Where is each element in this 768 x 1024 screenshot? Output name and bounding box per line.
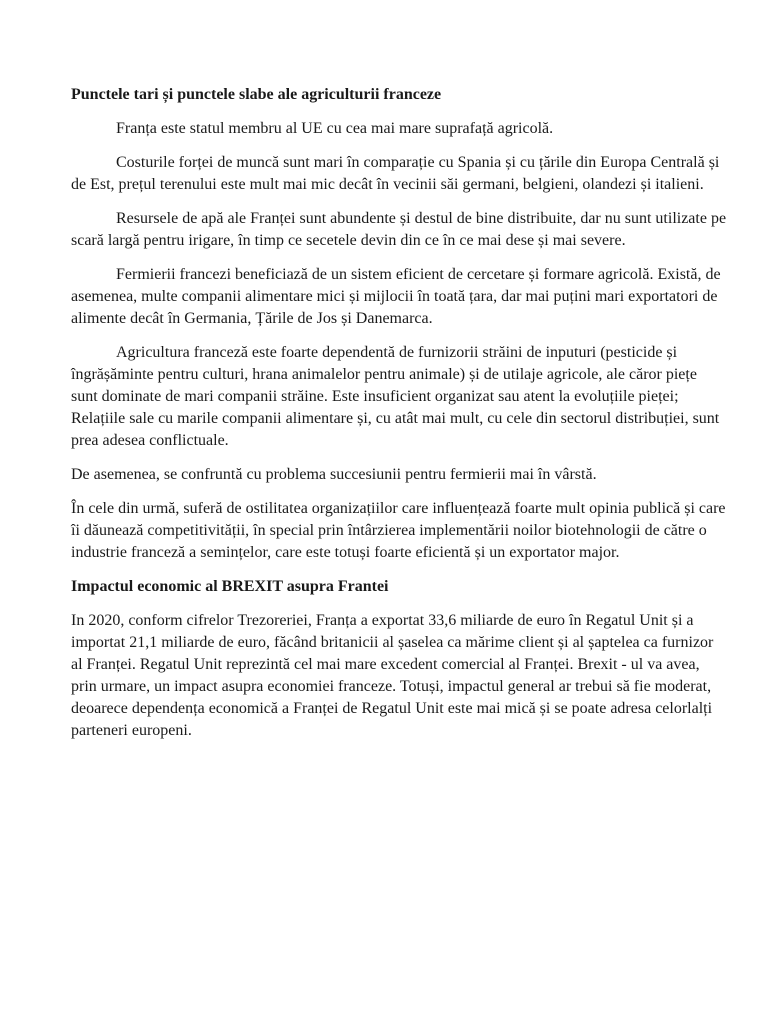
paragraph-succession: De asemenea, se confruntă cu problema succesiunii pentru fermierii mai în vârstă. xyxy=(71,466,597,483)
paragraph-eu-surface: Franța este statul membru al UE cu cea mai mare suprafață agricolă. xyxy=(116,120,554,137)
paragraph-hostility: În cele din urmă, suferă de ostilitatea organizațiilor care influențează foarte mult opinia publică și care îi dăunează competitivității, în special prin întârzierea implementării noilor biotehnologii de către o industrie franceză a semințelor, care este totuși foarte eficientă și un exportator major. xyxy=(71,500,726,561)
paragraph-labor-costs: Costurile forței de muncă sunt mari în comparație cu Spania și cu țările din Europa Centrală și de Est, prețul terenului este mult mai mic decât în vecinii săi germani, belgieni, olandezi și italieni. xyxy=(71,154,720,193)
paragraph-brexit-impact: In 2020, conform cifrelor Trezoreriei, Franța a exportat 33,6 miliarde de euro în Regatul Unit și a importat 21,1 miliarde de euro, făcând britanicii al șaselea ca mărime client și al șaptelea ca furnizor al Franței. Regatul Unit reprezintă cel mai mare excedent comercial al Franței. Brexit - ul va avea, prin urmare, un impact asupra economiei franceze. Totuși, impactul general ar trebui să fie moderat, deoarece dependența economică a Franței de Regatul Unit este mai mică și se poate adresa celorlalți parteneri europeni. xyxy=(71,612,714,739)
section-heading-agriculture: Punctele tari și punctele slabe ale agriculturii franceze xyxy=(71,86,442,103)
paragraph-research-system: Fermierii francezi beneficiază de un sistem eficient de cercetare și formare agricolă. Există, de asemenea, multe companii alimentare mici și mijlocii în toată țara, dar mai puțini mari exportatori de alimente decât în Germania, Țările de Jos și Danemarca. xyxy=(71,266,721,327)
section-heading-brexit: Impactul economic al BREXIT asupra Frantei xyxy=(71,578,389,595)
paragraph-foreign-dependence: Agricultura franceză este foarte dependentă de furnizorii străini de inputuri (pesticide și îngrășăminte pentru culturi, hrana animalelor pentru animale) și de utilaje agricole, ale căror piețe sunt dominate de mari companii străine. Este insuficient organizat sau atent la evoluțiile pieței; Relațiile sale cu marile companii alimentare și, cu atât mai mult, cu cele din sectorul distribuției, sunt prea adesea conflictuale. xyxy=(71,344,720,449)
paragraph-water-resources: Resursele de apă ale Franței sunt abundente și destul de bine distribuite, dar nu sunt utilizate pe scară largă pentru irigare, în timp ce secetele devin din ce în ce mai dese și mai severe. xyxy=(71,210,727,249)
document-body xyxy=(71,84,727,754)
